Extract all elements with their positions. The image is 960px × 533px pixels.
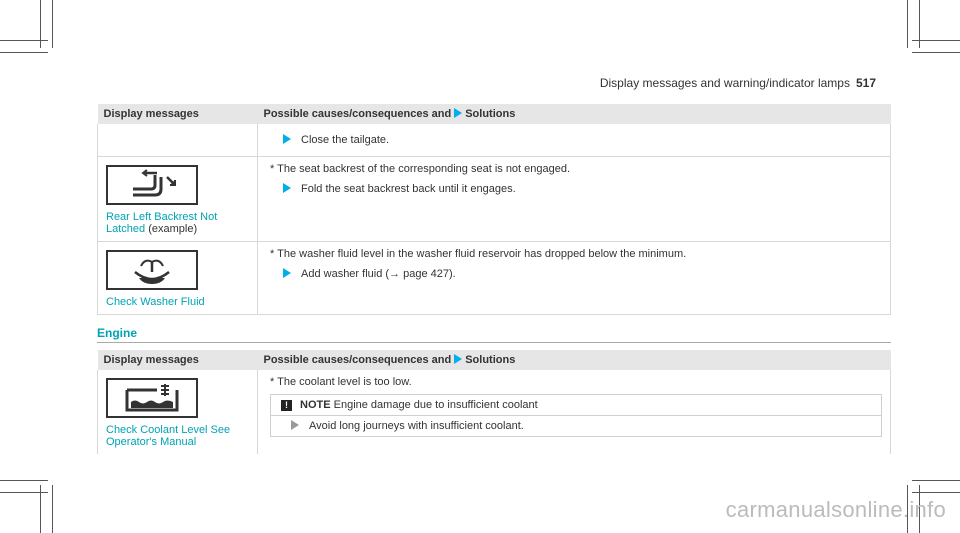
col-display-messages: Display messages [98,104,258,124]
arrow-right-icon [283,134,291,144]
table-row [98,242,891,315]
solution-cell [258,157,891,242]
arrow-right-icon [454,354,462,364]
table-row [98,124,891,157]
page-header [600,76,876,90]
message-text: Rear Left Backrest Not Latched [106,211,218,235]
crop-mark [0,40,48,41]
crop-mark [52,485,53,533]
table-header-row [98,104,891,124]
note-action [271,416,881,436]
arrow-right-icon [283,268,291,278]
table-header-row [98,350,891,370]
message-text: Check Washer Fluid [106,296,205,308]
message-suffix: (example) [148,223,198,235]
message-cell [98,242,258,315]
crop-mark [912,480,960,481]
cause-text: * The seat backrest of the corresponding seat is not engaged. [270,163,571,175]
cause-text: * The washer fluid level in the washer fluid reservoir has dropped below the minimum. [270,248,687,260]
crop-mark [0,480,48,481]
action-text: Add washer fluid (→ page 427). [301,268,456,280]
message-cell [98,370,258,454]
action-text: Close the tailgate. [301,134,390,146]
col-causes-solutions [258,104,891,124]
washer-fluid-icon [106,250,198,290]
col-display-messages: Display messages [98,350,258,370]
message-label [106,211,249,235]
arrow-right-icon [454,108,462,118]
causes-prefix: Possible causes/consequences and [263,108,452,120]
section-title: Engine [97,326,138,340]
messages-table [97,104,891,315]
crop-mark [0,492,48,493]
arrow-right-icon [291,420,299,430]
solution-cell [258,370,891,454]
message-cell [98,124,258,157]
crop-mark [912,40,960,41]
action-text: Avoid long journeys with insufficient coolant. [309,420,524,432]
section-divider [97,342,891,343]
table-row [98,370,891,454]
message-text: Check Coolant Level See Operator's Manual [106,424,231,448]
crop-mark [912,492,960,493]
action-item [280,134,882,146]
note-box [270,394,882,437]
crop-mark [0,52,48,53]
causes-prefix: Possible causes/consequences and [263,354,452,366]
solution-cell [258,242,891,315]
table-row [98,157,891,242]
crop-mark [907,0,908,48]
coolant-icon [106,378,198,418]
solution-cell [258,124,891,157]
header-title: Display messages and warning/indicator lamps [599,76,850,90]
crop-mark [912,52,960,53]
col-causes-solutions [258,350,891,370]
action-item [280,183,882,195]
engine-messages-table [97,350,891,454]
arrow-right-icon [283,183,291,193]
backrest-icon [106,165,198,205]
crop-mark [52,0,53,48]
action-item [280,268,882,280]
warning-icon: ! [281,400,292,411]
cause-text: * The coolant level is too low. [270,376,412,388]
note-text: Engine damage due to insufficient coolant [333,399,538,411]
note-header [271,395,881,416]
watermark: carmanualsonline.info [725,497,946,522]
note-label: NOTE [300,399,331,411]
solutions-label: Solutions [465,354,516,366]
action-text: Fold the seat backrest back until it engages. [301,183,516,195]
solutions-label: Solutions [465,108,516,120]
page-number: 517 [855,76,876,90]
message-cell [98,157,258,242]
